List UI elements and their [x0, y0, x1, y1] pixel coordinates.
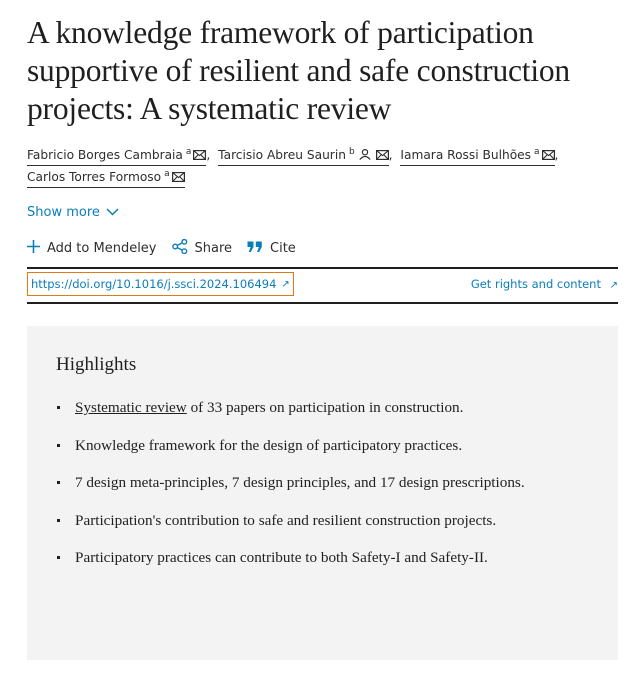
- article-actions: [27, 239, 311, 258]
- author-link[interactable]: [27, 144, 206, 166]
- cite-label: Cite: [270, 241, 296, 256]
- cite-button[interactable]: [247, 241, 296, 257]
- doi-link[interactable]: [27, 272, 294, 296]
- list-item: [56, 396, 526, 419]
- affiliation-sup: b: [348, 147, 355, 157]
- list-item: [56, 471, 526, 494]
- list-item: [56, 434, 526, 457]
- author-name: Fabricio Borges Cambraia: [27, 148, 183, 162]
- share-icon: [172, 239, 195, 258]
- envelope-icon: [376, 148, 389, 164]
- highlight-text: Participation's contribution to safe and resilient construction projects.: [75, 511, 497, 529]
- highlight-text: Knowledge framework for the design of participatory practices.: [75, 436, 463, 454]
- author-link[interactable]: [400, 144, 554, 166]
- envelope-icon: [193, 148, 206, 164]
- person-icon: [359, 148, 371, 164]
- list-item: [56, 546, 526, 569]
- envelope-icon: [172, 170, 185, 186]
- external-link-icon: ↗: [281, 278, 290, 290]
- comma: ,: [206, 148, 211, 162]
- highlights-section: [27, 326, 618, 660]
- comma: ,: [388, 148, 393, 162]
- doi-url: https://doi.org/10.1016/j.ssci.2024.106494: [31, 277, 277, 291]
- highlight-text: 7 design meta-principles, 7 design principles, and 17 design prescriptions.: [75, 474, 525, 491]
- divider: [27, 302, 618, 304]
- share-label: Share: [194, 241, 233, 256]
- divider: [27, 267, 618, 269]
- get-rights-label: Get rights and content: [470, 277, 601, 291]
- highlights-title: Highlights: [56, 354, 137, 375]
- affiliation-sup: a: [534, 147, 540, 157]
- author-name: Tarcisio Abreu Saurin: [218, 148, 346, 162]
- add-to-mendeley-button[interactable]: [27, 240, 157, 257]
- envelope-icon: [542, 148, 555, 164]
- quote-icon: [247, 241, 270, 257]
- author-name: Carlos Torres Formoso: [27, 170, 162, 184]
- author-link[interactable]: [27, 166, 185, 188]
- highlight-text: of 33 papers on participation in construction.: [186, 399, 464, 416]
- comma: ,: [554, 148, 559, 162]
- show-more-label: Show more: [27, 205, 100, 220]
- author-list: [27, 144, 618, 188]
- list-item: [56, 509, 526, 532]
- article-title: A knowledge framework of participation supportive of resilient and safe construction projects: A systematic review: [27, 15, 570, 126]
- add-to-mendeley-label: Add to Mendeley: [47, 241, 157, 256]
- chevron-down-icon: [106, 205, 119, 220]
- plus-icon: [27, 240, 47, 257]
- author-name: Iamara Rossi Bulhões: [400, 148, 531, 162]
- get-rights-link[interactable]: [471, 277, 618, 291]
- systematic-review-link[interactable]: Systematic review: [75, 399, 187, 416]
- highlights-list: [56, 396, 526, 584]
- affiliation-sup: a: [164, 169, 170, 179]
- author-link[interactable]: [218, 144, 388, 166]
- highlight-text: Participatory practices can contribute to both Safety-I and Safety-II.: [75, 549, 488, 566]
- external-link-icon: ↗: [609, 280, 618, 291]
- share-button[interactable]: [172, 239, 233, 258]
- affiliation-sup: a: [185, 147, 192, 157]
- show-more-button[interactable]: [27, 205, 119, 220]
